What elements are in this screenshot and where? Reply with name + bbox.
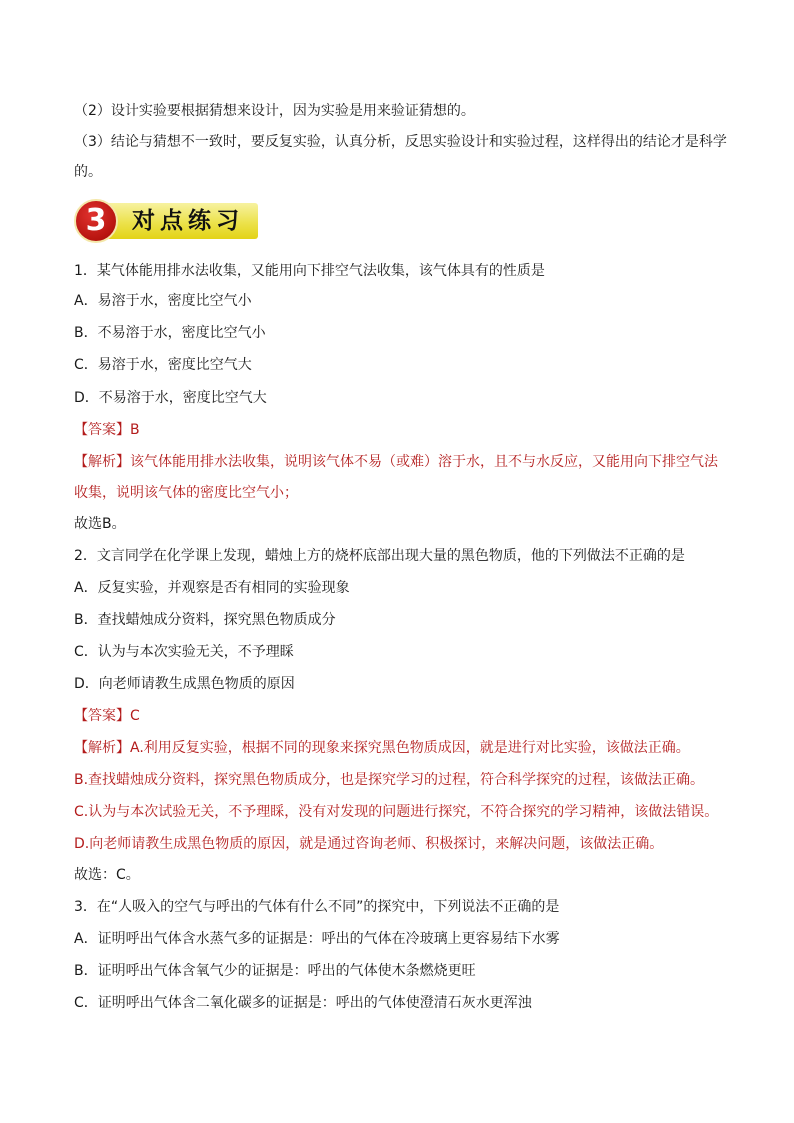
question-1-analysis-line-2: 收集，说明该气体的密度比空气小； [74,485,298,501]
question-2-option-a: A．反复实验，并观察是否有相同的实验现象 [74,580,350,596]
question-2-analysis-line-1 [74,739,734,757]
analysis-tag: 【解析】 [74,454,130,470]
answer-value: C [130,708,140,724]
intro-paragraph-3-line-2: 的。 [74,164,102,180]
question-2-option-c: C．认为与本次实验无关，不予理睬 [74,644,294,660]
section-number-badge: 3 [74,199,118,243]
question-2-option-b: B．查找蜡烛成分资料，探究黑色物质成分 [74,612,336,628]
answer-tag: 【答案】 [74,708,130,724]
answer-tag: 【答案】 [74,422,130,438]
question-1-option-a: A．易溶于水，密度比空气小 [74,293,252,309]
question-2-analysis-line-2: B.查找蜡烛成分资料，探究黑色物质成分，也是探究学习的过程，符合科学探究的过程，该做法正确。 [74,772,705,788]
question-1-analysis-line-1 [74,453,734,471]
question-2-analysis-line-3: C.认为与本次试验无关，不予理睬，没有对发现的问题进行探究，不符合探究的学习精神，该做法错误。 [74,804,719,820]
question-3-stem: 3．在“人吸入的空气与呼出的气体有什么不同”的探究中，下列说法不正确的是 [74,899,560,915]
question-3-option-c: C．证明呼出气体含二氧化碳多的证据是：呼出的气体使澄清石灰水更浑浊 [74,995,532,1011]
question-1-conclusion: 故选B。 [74,516,126,532]
analysis-text: A.利用反复实验，根据不同的现象来探究黑色物质成因，就是进行对比实验，该做法正确。 [130,740,690,756]
question-2-stem: 2．文言同学在化学课上发现，蜡烛上方的烧杯底部出现大量的黑色物质，他的下列做法不正确的是 [74,548,685,564]
question-3-option-a: A．证明呼出气体含水蒸气多的证据是：呼出的气体在冷玻璃上更容易结下水雾 [74,931,560,947]
answer-value: B [130,422,140,438]
section-title: 对点练习 [132,208,244,234]
analysis-text: 该气体能用排水法收集，说明该气体不易（或难）溶于水，且不与水反应，又能用向下排空气法 [130,454,718,470]
question-1-option-d: D．不易溶于水，密度比空气大 [74,390,267,406]
question-1-option-b: B．不易溶于水，密度比空气小 [74,325,266,341]
question-3-option-b: B．证明呼出气体含氧气少的证据是：呼出的气体使木条燃烧更旺 [74,963,476,979]
question-1-answer [74,421,734,439]
section-banner [74,199,258,243]
analysis-tag: 【解析】 [74,740,130,756]
question-2-answer [74,707,734,725]
question-1-stem: 1．某气体能用排水法收集，又能用向下排空气法收集，该气体具有的性质是 [74,263,545,279]
intro-paragraph-2: （2）设计实验要根据猜想来设计，因为实验是用来验证猜想的。 [74,103,475,119]
question-2-conclusion: 故选：C。 [74,867,140,883]
question-2-option-d: D．向老师请教生成黑色物质的原因 [74,676,295,692]
question-1-option-c: C．易溶于水，密度比空气大 [74,357,252,373]
intro-paragraph-3-line-1: （3）结论与猜想不一致时，要反复实验，认真分析，反思实验设计和实验过程，这样得出的结论才是科学 [74,134,727,150]
question-2-analysis-line-4: D.向老师请教生成黑色物质的原因，就是通过咨询老师、积极探讨，来解决问题，该做法正确。 [74,836,664,852]
